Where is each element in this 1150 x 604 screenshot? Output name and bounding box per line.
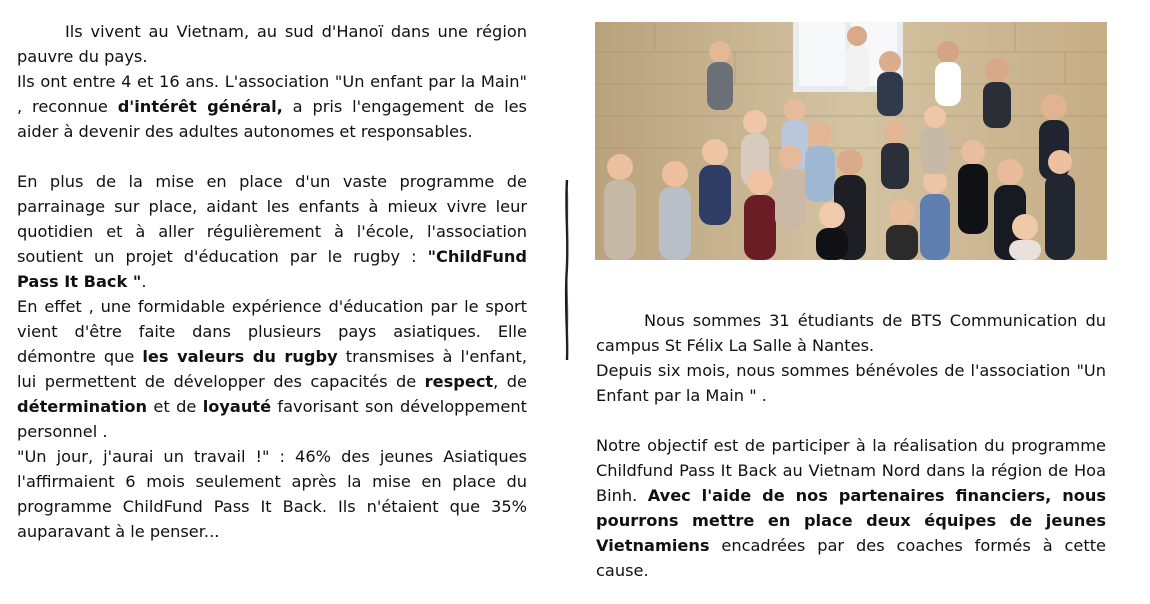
age-paragraph: Ils ont entre 4 et 16 ans. L'association "Un enfant par la Main" , reconnue d'intérêt général, a pris l'engagement de les aider à devenir des adultes autonomes et responsables. bbox=[17, 72, 527, 141]
brush-divider bbox=[562, 180, 572, 360]
group-photo bbox=[595, 22, 1107, 260]
values-paragraph: En effet , une formidable expérience d'éducation par le sport vient d'être faite dans plusieurs pays asiatiques. Elle démontre que les valeurs du rugby transmises à l'enfant, lui permettent de développer des capacités de respect, de détermination et de loyauté favorisant son développement personnel . bbox=[17, 297, 527, 441]
stats-paragraph: "Un jour, j'aurai un travail !" : 46% des jeunes Asiatiques l'affirmaient 6 mois seulement après la mise en place du programme ChildFund Pass It Back. Ils n'étaient que 35% auparavant à le penser... bbox=[17, 447, 527, 541]
program-paragraph: En plus de la mise en place d'un vaste programme de parrainage sur place, aidant les enfants à mieux vivre leur quotidien et à aller régulièrement à l'école, l'association soutient un projet d'éducation par le rugby : "ChildFund Pass It Back ". bbox=[17, 172, 527, 291]
left-column bbox=[17, 19, 527, 544]
intro-paragraph: Ils vivent au Vietnam, au sud d'Hanoï dans une région pauvre du pays. bbox=[17, 22, 527, 66]
objective-paragraph: Notre objectif est de participer à la réalisation du programme Childfund Pass It Back au Vietnam Nord dans la région de Hoa Binh. Avec l'aide de nos partenaires financiers, nous pourrons mettre en place deux équipes de jeunes Vietnamiens encadrées par des coaches formés à cette cause. bbox=[596, 436, 1107, 580]
right-column bbox=[596, 308, 1106, 583]
group-photo-image bbox=[595, 22, 1107, 260]
volunteers-paragraph: Depuis six mois, nous sommes bénévoles de l'association "Un Enfant par la Main " . bbox=[596, 361, 1106, 405]
students-paragraph: Nous sommes 31 étudiants de BTS Communication du campus St Félix La Salle à Nantes. bbox=[596, 311, 1106, 355]
